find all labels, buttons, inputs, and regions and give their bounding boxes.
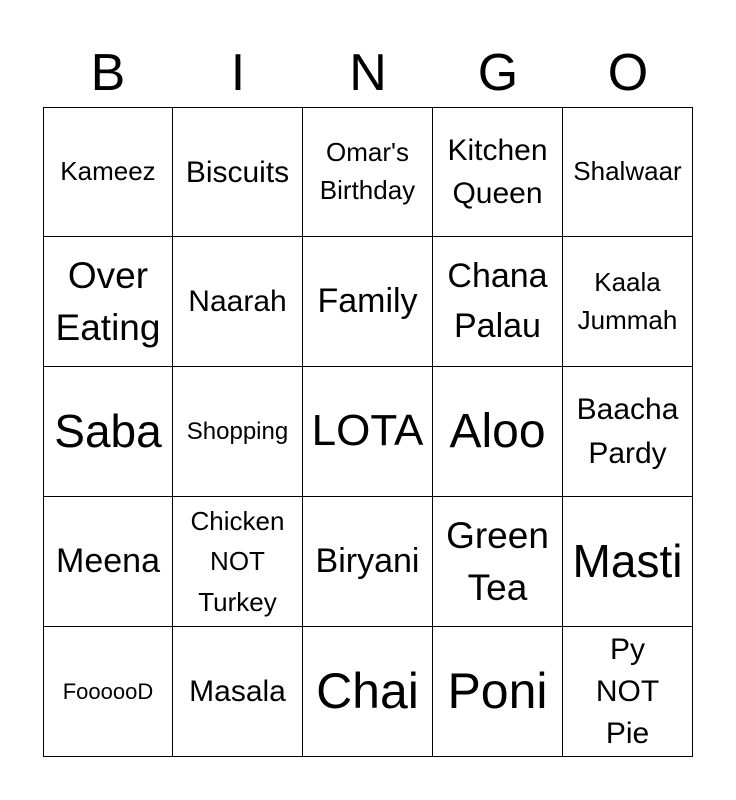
bingo-cell[interactable]: Poni	[433, 627, 563, 757]
bingo-cell[interactable]: Kaala Jummah	[563, 237, 693, 367]
bingo-cell[interactable]: Kameez	[43, 107, 173, 237]
bingo-cell[interactable]: FoooooD	[43, 627, 173, 757]
bingo-cell[interactable]: Saba	[43, 367, 173, 497]
bingo-cell[interactable]: Aloo	[433, 367, 563, 497]
header-letter-g: G	[477, 44, 519, 102]
bingo-cell[interactable]: Over Eating	[43, 237, 173, 367]
bingo-board	[43, 107, 693, 757]
bingo-cell[interactable]: Omar's Birthday	[303, 107, 433, 237]
bingo-cell[interactable]: LOTA	[303, 367, 433, 497]
bingo-cell[interactable]: Kitchen Queen	[433, 107, 563, 237]
bingo-cell[interactable]: Masti	[563, 497, 693, 627]
bingo-cell[interactable]: Shopping	[173, 367, 303, 497]
bingo-cell[interactable]: Py NOT Pie	[563, 627, 693, 757]
bingo-cell[interactable]: Chicken NOT Turkey	[173, 497, 303, 627]
header-letter-o: O	[607, 44, 649, 102]
bingo-cell[interactable]: Naarah	[173, 237, 303, 367]
bingo-cell[interactable]: Shalwaar	[563, 107, 693, 237]
bingo-cell[interactable]: Family	[303, 237, 433, 367]
header-letter-i: I	[230, 44, 246, 102]
bingo-cell[interactable]: Chai	[303, 627, 433, 757]
bingo-cell[interactable]: Baacha Pardy	[563, 367, 693, 497]
bingo-cell[interactable]: Meena	[43, 497, 173, 627]
bingo-cell[interactable]: Biscuits	[173, 107, 303, 237]
bingo-cell[interactable]: Masala	[173, 627, 303, 757]
bingo-cell[interactable]: Biryani	[303, 497, 433, 627]
bingo-cell[interactable]: Green Tea	[433, 497, 563, 627]
bingo-cell[interactable]: Chana Palau	[433, 237, 563, 367]
bingo-header	[43, 38, 693, 108]
header-letter-n: N	[349, 44, 387, 102]
header-letter-b: B	[90, 44, 126, 102]
